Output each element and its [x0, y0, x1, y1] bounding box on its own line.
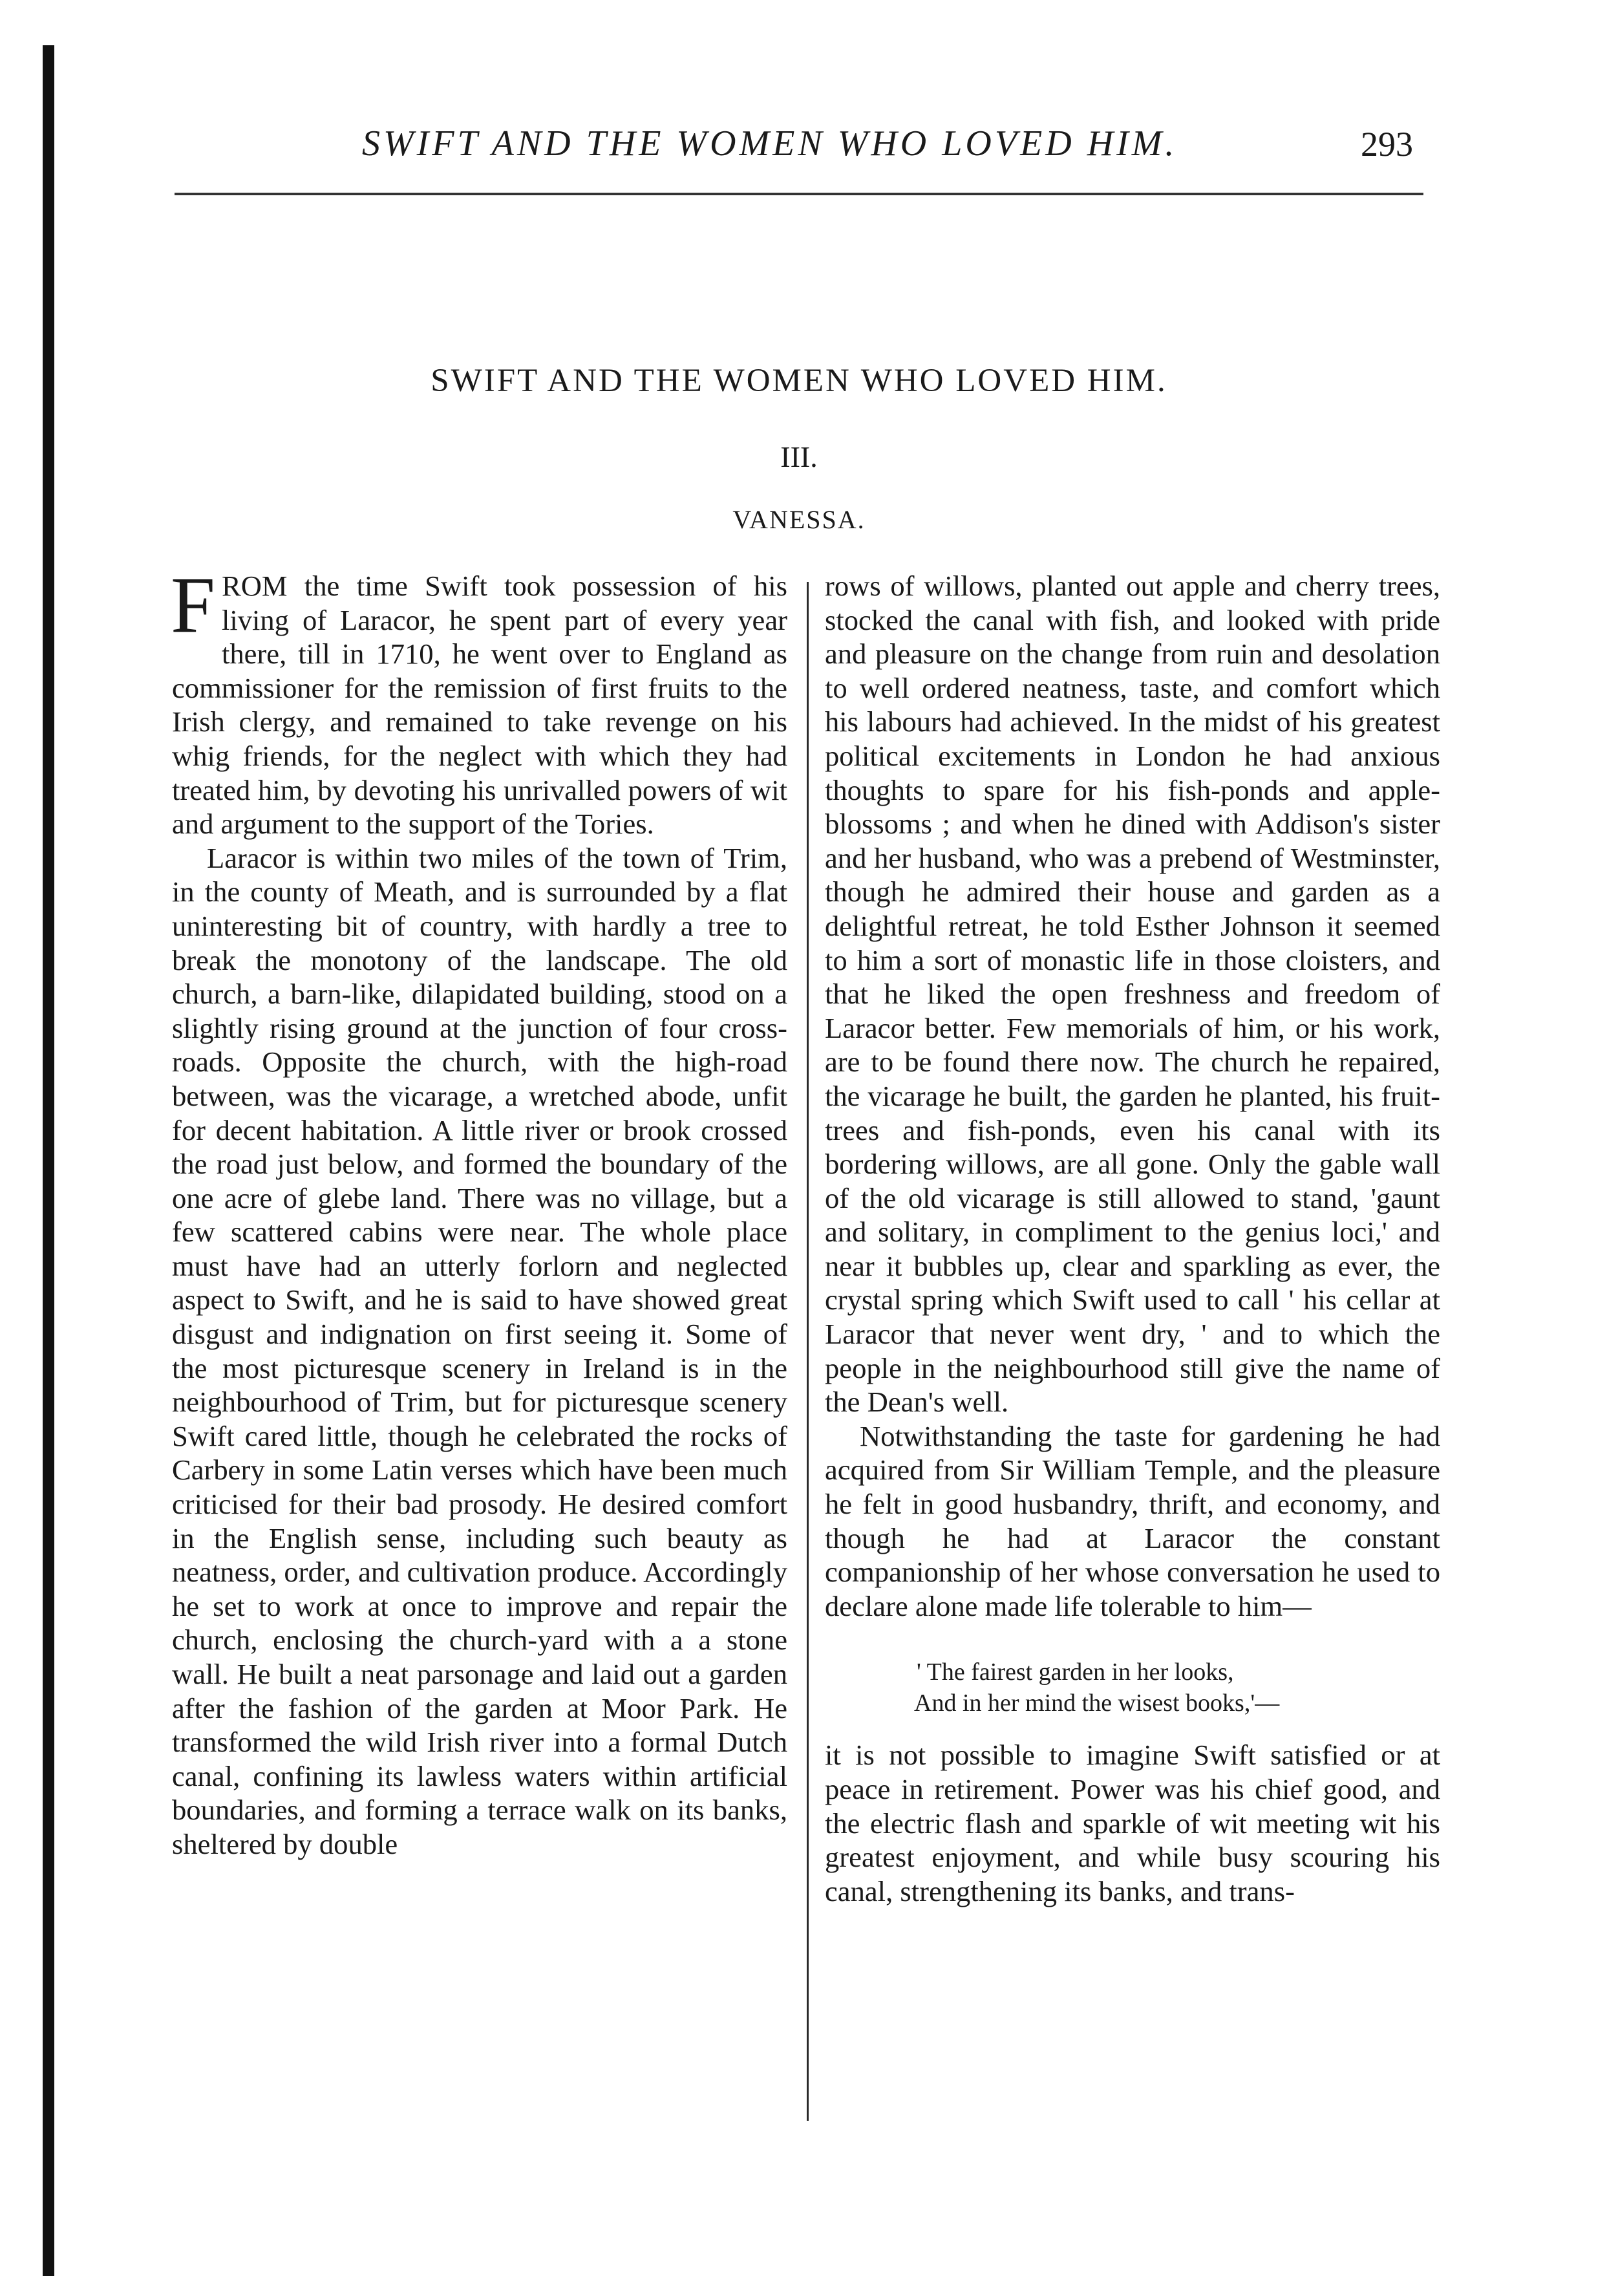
scan-edge-shadow	[43, 45, 54, 2276]
verse-line: And in her mind the wisest books,'—	[914, 1690, 1280, 1717]
article-title: SWIFT AND THE WOMEN WHO LOVED HIM.	[431, 363, 1167, 399]
part-number: III.	[780, 440, 818, 473]
running-head-title: SWIFT AND THE WOMEN WHO LOVED HIM.	[362, 123, 1178, 164]
verse-line: ' The fairest garden in her looks,	[917, 1658, 1234, 1686]
left-column	[171, 561, 787, 1861]
paragraph-retirement: it is not possible to imagine Swift satisfied or at peace in retirement. Power was his chief good, and the electric flash and sparkle of wit meeting wit his greatest enjoyment, and while busy scouring his canal, strengthening its banks, and trans-	[825, 1739, 1440, 1907]
paragraph-opening	[171, 561, 787, 841]
drop-cap: F	[171, 561, 215, 649]
paragraph-gardening: Notwithstanding the taste for gardening he had acquired from Sir William Temple, and the pleasure he felt in good husbandry, thrift, and economy, and though he had at Laracor the constant companionship of her whose conversation he used to declare alone made life tolerable to him—	[825, 1419, 1440, 1622]
column-rule	[807, 582, 809, 2121]
right-column	[825, 569, 1440, 1908]
verse-quotation	[825, 1657, 1440, 1719]
page-number: 293	[1361, 125, 1413, 164]
paragraph-continued: rows of willows, planted out apple and cherry trees, stocked the canal with fish, and looked with pride and pleasure on the change from ruin and desolation to well ordered neatness, taste, and comfort which his labours had achieved. In the midst of his greatest political excitements in London he had anxious thoughts to spare for his fish-ponds and apple-blossoms ; and when he dined with Addison's sister and her husband, who was a prebend of Westminster, though he admired their house and garden as a delightful retreat, he told Esther Johnson it seemed to him a sort of monastic life in those cloisters, and that he liked the open freshness and freedom of Laracor better. Few memorials of him, or his work, are to be found there now. The church he repaired, the vicarage he built, the garden he planted, his fruit-trees and fish-ponds, even his canal with its bordering willows, are all gone. Only the gable wall of the old vicarage is still allowed to stand, 'gaunt and solitary, in compliment to the genius loci,' and near it bubbles up, clear and sparkling as ever, the crystal spring which Swift used to call ' his cellar at Laracor that never went dry, ' and to which the people in the neighbourhood still give the name of the Dean's well.	[825, 570, 1440, 1419]
paragraph-opening-text: ROM the time Swift took possession of his living of Laracor, he spent part of every year there, till in 1710, he went over to England as commissioner for the remission of first fruits to the Irish clergy, and remained to take revenge on his whig friends, for the neglect with which they had treated him, by devoting his unrivalled powers of wit and argument to the support of the Tories.	[172, 570, 787, 841]
paragraph-laracor: Laracor is within two miles of the town of Trim, in the county of Meath, and is surrounded by a flat uninteresting bit of country, with hardly a tree to break the monotony of the landscape. The old church, a barn-like, dilapidated building, stood on a slightly rising ground at the junction of four cross-roads. Opposite the church, with the high-road between, was the vicarage, a wretched abode, unfit for decent habitation. A little river or brook crossed the road just below, and formed the boundary of the one acre of glebe land. There was no village, but a few scattered cabins were near. The whole place must have had an utterly forlorn and neglected aspect to Swift, and he is said to have showed great disgust and indignation on first seeing it. Some of the most picturesque scenery in Ireland is in the neighbourhood of Trim, but for picturesque scenery Swift cared little, though he celebrated the rocks of Carbery in some Latin verses which have been much criticised for their bad prosody. He desired comfort in the English sense, including such beauty as neatness, order, and cultivation produce. Accordingly he set to work at once to improve and repair the church, enclosing the church-yard with a a stone wall. He built a neat parsonage and laid out a garden after the fashion of the garden at Moor Park. He transformed the wild Irish river into a formal Dutch canal, confining its lawless waters within artificial boundaries, and forming a terrace walk on its banks, sheltered by double	[172, 841, 787, 1860]
part-subtitle: VANESSA.	[732, 505, 866, 534]
header-rule	[175, 193, 1423, 195]
